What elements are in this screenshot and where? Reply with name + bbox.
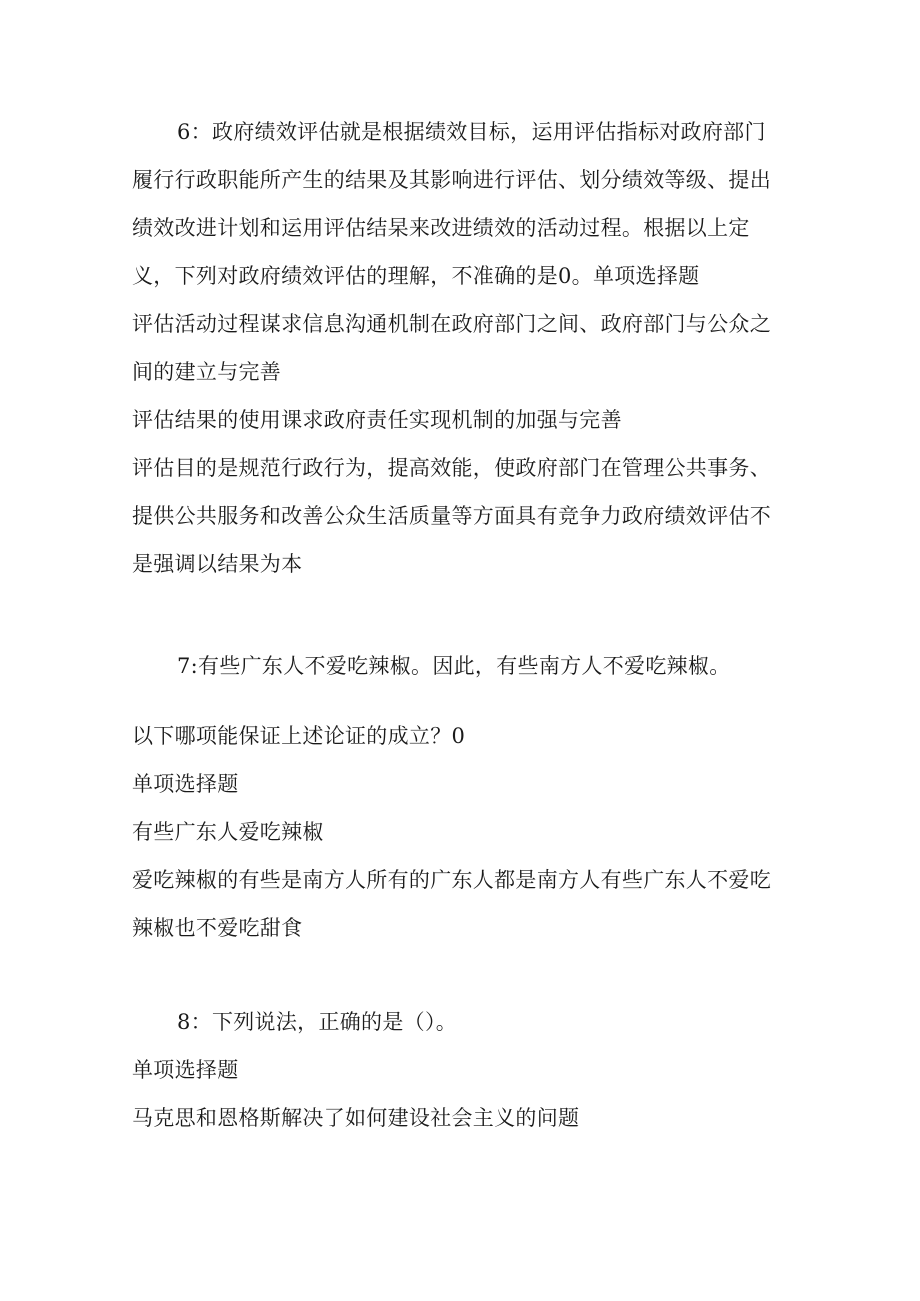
question-7-type [132,760,792,808]
question-6-option-2 [132,396,792,444]
prompt-line: 以下哪项能保证上述论证的成立？0 [132,724,466,748]
option-line: 评估结果的使用课求政府责任实现机制的加强与完善 [132,408,622,432]
question-7-option-2 [132,856,792,952]
option-line: 辣椒也不爱吃甜食 [132,916,303,940]
stem-line: 6：政府绩效评估就是根据绩效目标，运用评估指标对政府部门 [177,120,766,144]
stem-line: 义，下列对政府绩效评估的理解，不准确的是0。单项选择题 [132,264,700,288]
type-label: 单项选择题 [132,772,239,796]
question-7-stem [132,642,792,690]
question-7 [132,642,792,952]
question-7-option-1 [132,808,792,856]
option-line: 是强调以结果为本 [132,552,303,576]
question-6-stem [132,108,792,300]
question-7-prompt [132,712,792,760]
option-line: 评估目的是规范行政行为，提高效能，使政府部门在管理公共事务、 [132,456,771,480]
type-label: 单项选择题 [132,1058,239,1082]
question-8 [132,998,792,1142]
stem-line: 履行行政职能所产生的结果及其影响进行评估、划分绩效等级、提出 [132,168,771,192]
option-line: 有些广东人爱吃辣椒 [132,820,324,844]
question-8-stem [132,998,792,1046]
option-line: 马克思和恩格斯解决了如何建设社会主义的问题 [132,1106,580,1130]
question-6 [132,108,792,588]
option-line: 间的建立与完善 [132,360,282,384]
option-line: 提供公共服务和改善公众生活质量等方面具有竞争力政府绩效评估不 [132,504,771,528]
question-6-option-3 [132,444,792,588]
stem-line: 绩效改进计划和运用评估结杲来改进绩效的活动过程。根据以上定 [132,216,750,240]
question-6-option-1 [132,300,792,396]
question-8-option-1 [132,1094,792,1142]
stem-line: 8：下列说法，正确的是（）。 [177,1010,458,1034]
stem-line: 7:有些广东人不爱吃辣椒。因此，有些南方人不爱吃辣椒。 [177,654,731,678]
option-line: 评估活动过程谋求信息沟通机制在政府部门之间、政府部门与公众之 [132,312,771,336]
option-line: 爱吃辣椒的有些是南方人所有的广东人都是南方人有些广东人不爱吃 [132,868,771,892]
question-8-type [132,1046,792,1094]
